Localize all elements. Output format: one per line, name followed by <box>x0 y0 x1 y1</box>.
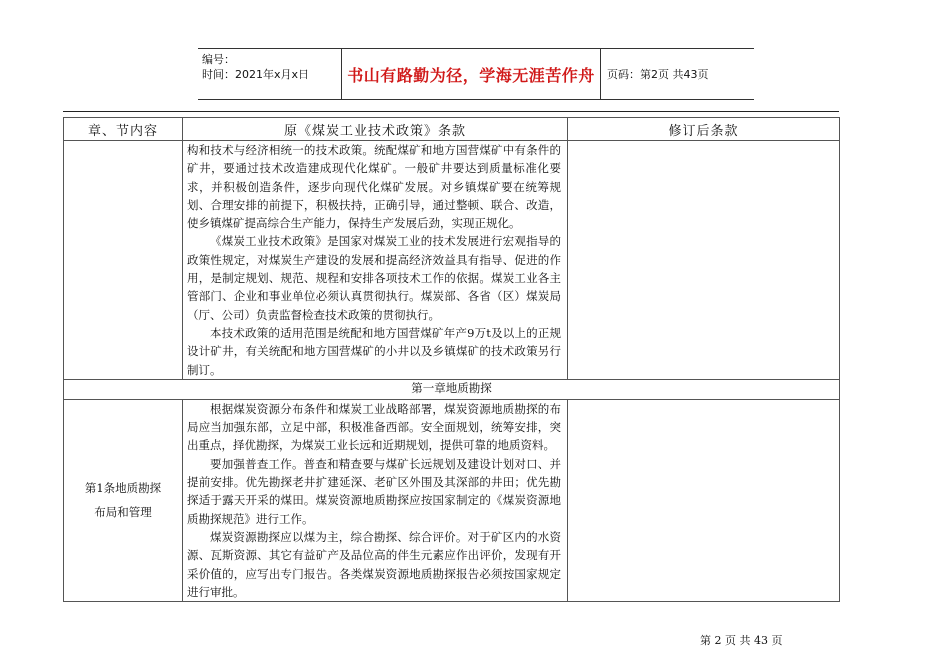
table-row <box>64 399 840 601</box>
policy-table <box>63 117 840 602</box>
chapter-cell <box>64 141 183 380</box>
paragraph: 《煤炭工业技术政策》是国家对煤炭工业的技术发展进行宏观指导的政策性规定，对煤炭生产建设的发展和提高经济效益具有指导、促进的作用，是制定规划、规范、规程和安排各项技术工作的依据。煤炭工业各主管部门、企业和事业单位必须认真贯彻执行。煤炭部、各省（区）煤炭局（厅、公司）负责监督检查技术政策的贯彻执行。 <box>187 234 561 322</box>
table-header-row <box>64 118 840 141</box>
table-row <box>64 141 840 380</box>
date-label: 时间：2021年x月x日 <box>202 68 310 81</box>
chapter-cell <box>64 399 183 601</box>
col-header-chapter: 章、节内容 <box>64 118 183 141</box>
header-meta <box>198 49 342 99</box>
original-cell <box>183 141 568 380</box>
paragraph: 本技术政策的适用范围是统配和地方国营煤矿年产9万t及以上的正规设计矿井，有关统配和地方国营煤矿的小井以及乡镇煤矿的技术政策另行制订。 <box>187 325 561 377</box>
revised-cell <box>568 141 840 380</box>
col-header-revised: 修订后条款 <box>568 118 840 141</box>
page-header <box>198 48 754 100</box>
table-top-rule <box>63 111 839 112</box>
page-footer: 第 2 页 共 43 页 <box>700 634 783 647</box>
paragraph: 构和技术与经济相统一的技术政策。统配煤矿和地方国营煤矿中有条件的矿井，要通过技术改造建成现代化煤矿。一般矿井要达到质量标准化要求，并积极创造条件，逐步向现代化煤矿发展。对乡镇煤矿要在统筹规划、合理安排的前提下，积极扶持，正确引导，通过整顿、联合、改造，使乡镇煤矿提高综合生产能力，保持生产发展后劲，实现正规化。 <box>187 143 561 231</box>
original-cell <box>183 399 568 601</box>
paragraph: 要加强普查工作。普查和精查要与煤矿长远规划及建设计划对口、并提前安排。优先勘探老井扩建延深、老矿区外围及其深部的井田；优先勘探适于露天开采的煤田。煤炭资源地质勘探应按国家制定的《煤炭资源地质勘探规范》进行工作。 <box>187 456 561 526</box>
code-label: 编号： <box>202 53 235 66</box>
header-motto: 书山有路勤为径，学海无涯苦作舟 <box>342 49 601 99</box>
header-page <box>601 49 754 99</box>
revised-cell <box>568 399 840 601</box>
page-label: 页码：第2页 共43页 <box>607 68 709 81</box>
section-title-line2: 布局和管理 <box>94 505 152 520</box>
paragraph: 煤炭资源勘探应以煤为主，综合勘探、综合评价。对于矿区内的水资源、瓦斯资源、其它有益矿产及品位高的伴生元素应作出评价，发现有开采价值的，应写出专门报告。各类煤炭资源地质勘探报告必须按国家规定进行审批。 <box>187 529 561 599</box>
paragraph: 根据煤炭资源分布条件和煤炭工业战略部署，煤炭资源地质勘探的布局应当加强东部，立足中部，积极准备西部。安全面规划，统筹安排，突出重点，择优勘探，为煤炭工业长远和近期规划，提供可靠的地质资料。 <box>187 401 561 453</box>
chapter-row <box>64 379 840 399</box>
col-header-original: 原《煤炭工业技术政策》条款 <box>183 118 568 141</box>
section-title-line1: 第1条地质勘探 <box>84 481 162 496</box>
chapter-title: 第一章地质勘探 <box>64 379 840 399</box>
